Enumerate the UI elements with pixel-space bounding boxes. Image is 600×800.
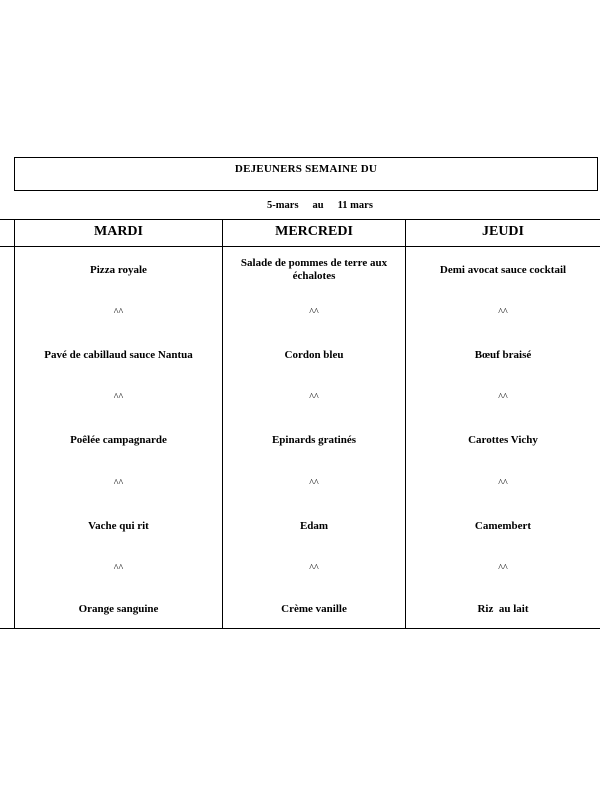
starter: Salade de pommes de terre aux échalotes <box>240 257 388 282</box>
starter: Pizza royale <box>90 264 147 276</box>
course-separator: ^^ <box>113 478 124 489</box>
course-separator: ^^ <box>309 563 319 574</box>
cheese: Edam <box>299 520 329 532</box>
date-separator: au <box>312 200 324 211</box>
course-separator: ^^ <box>309 392 319 403</box>
menu-title-box <box>14 157 598 191</box>
day-heading: MARDI <box>94 224 143 239</box>
day-column-mercredi <box>223 220 405 628</box>
course-separator: ^^ <box>498 392 508 403</box>
cheese: Vache qui rit <box>88 520 149 532</box>
date-start: 5-mars <box>267 200 299 211</box>
dessert: Orange sanguine <box>78 603 159 615</box>
course-separator: ^^ <box>309 307 319 318</box>
side-dish: Poêlée campagnarde <box>70 434 167 446</box>
main-course: Cordon bleu <box>284 349 344 361</box>
main-course: Bœuf braisé <box>474 349 532 361</box>
day-column-mardi <box>15 220 222 628</box>
menu-title: DEJEUNERS SEMAINE DU <box>234 163 378 175</box>
day-column-jeudi <box>406 220 600 628</box>
week-date-range <box>220 200 420 211</box>
course-separator: ^^ <box>498 563 508 574</box>
day-heading: JEUDI <box>481 224 524 239</box>
dessert: Riz au lait <box>477 603 529 615</box>
side-dish: Epinards gratinés <box>271 434 357 446</box>
menu-table <box>0 219 600 629</box>
main-course: Pavé de cabillaud sauce Nantua <box>44 349 193 361</box>
day-heading: MERCREDI <box>275 224 353 239</box>
starter: Demi avocat sauce cocktail <box>439 264 567 276</box>
course-separator: ^^ <box>498 307 508 318</box>
date-end: 11 mars <box>337 200 373 211</box>
side-dish: Carottes Vichy <box>468 434 538 446</box>
course-separator: ^^ <box>498 478 508 489</box>
course-separator: ^^ <box>309 478 319 489</box>
dessert: Crème vanille <box>281 603 347 615</box>
course-separator: ^^ <box>113 392 124 403</box>
course-separator: ^^ <box>113 307 124 318</box>
cheese: Camembert <box>474 520 532 532</box>
course-separator: ^^ <box>113 563 124 574</box>
